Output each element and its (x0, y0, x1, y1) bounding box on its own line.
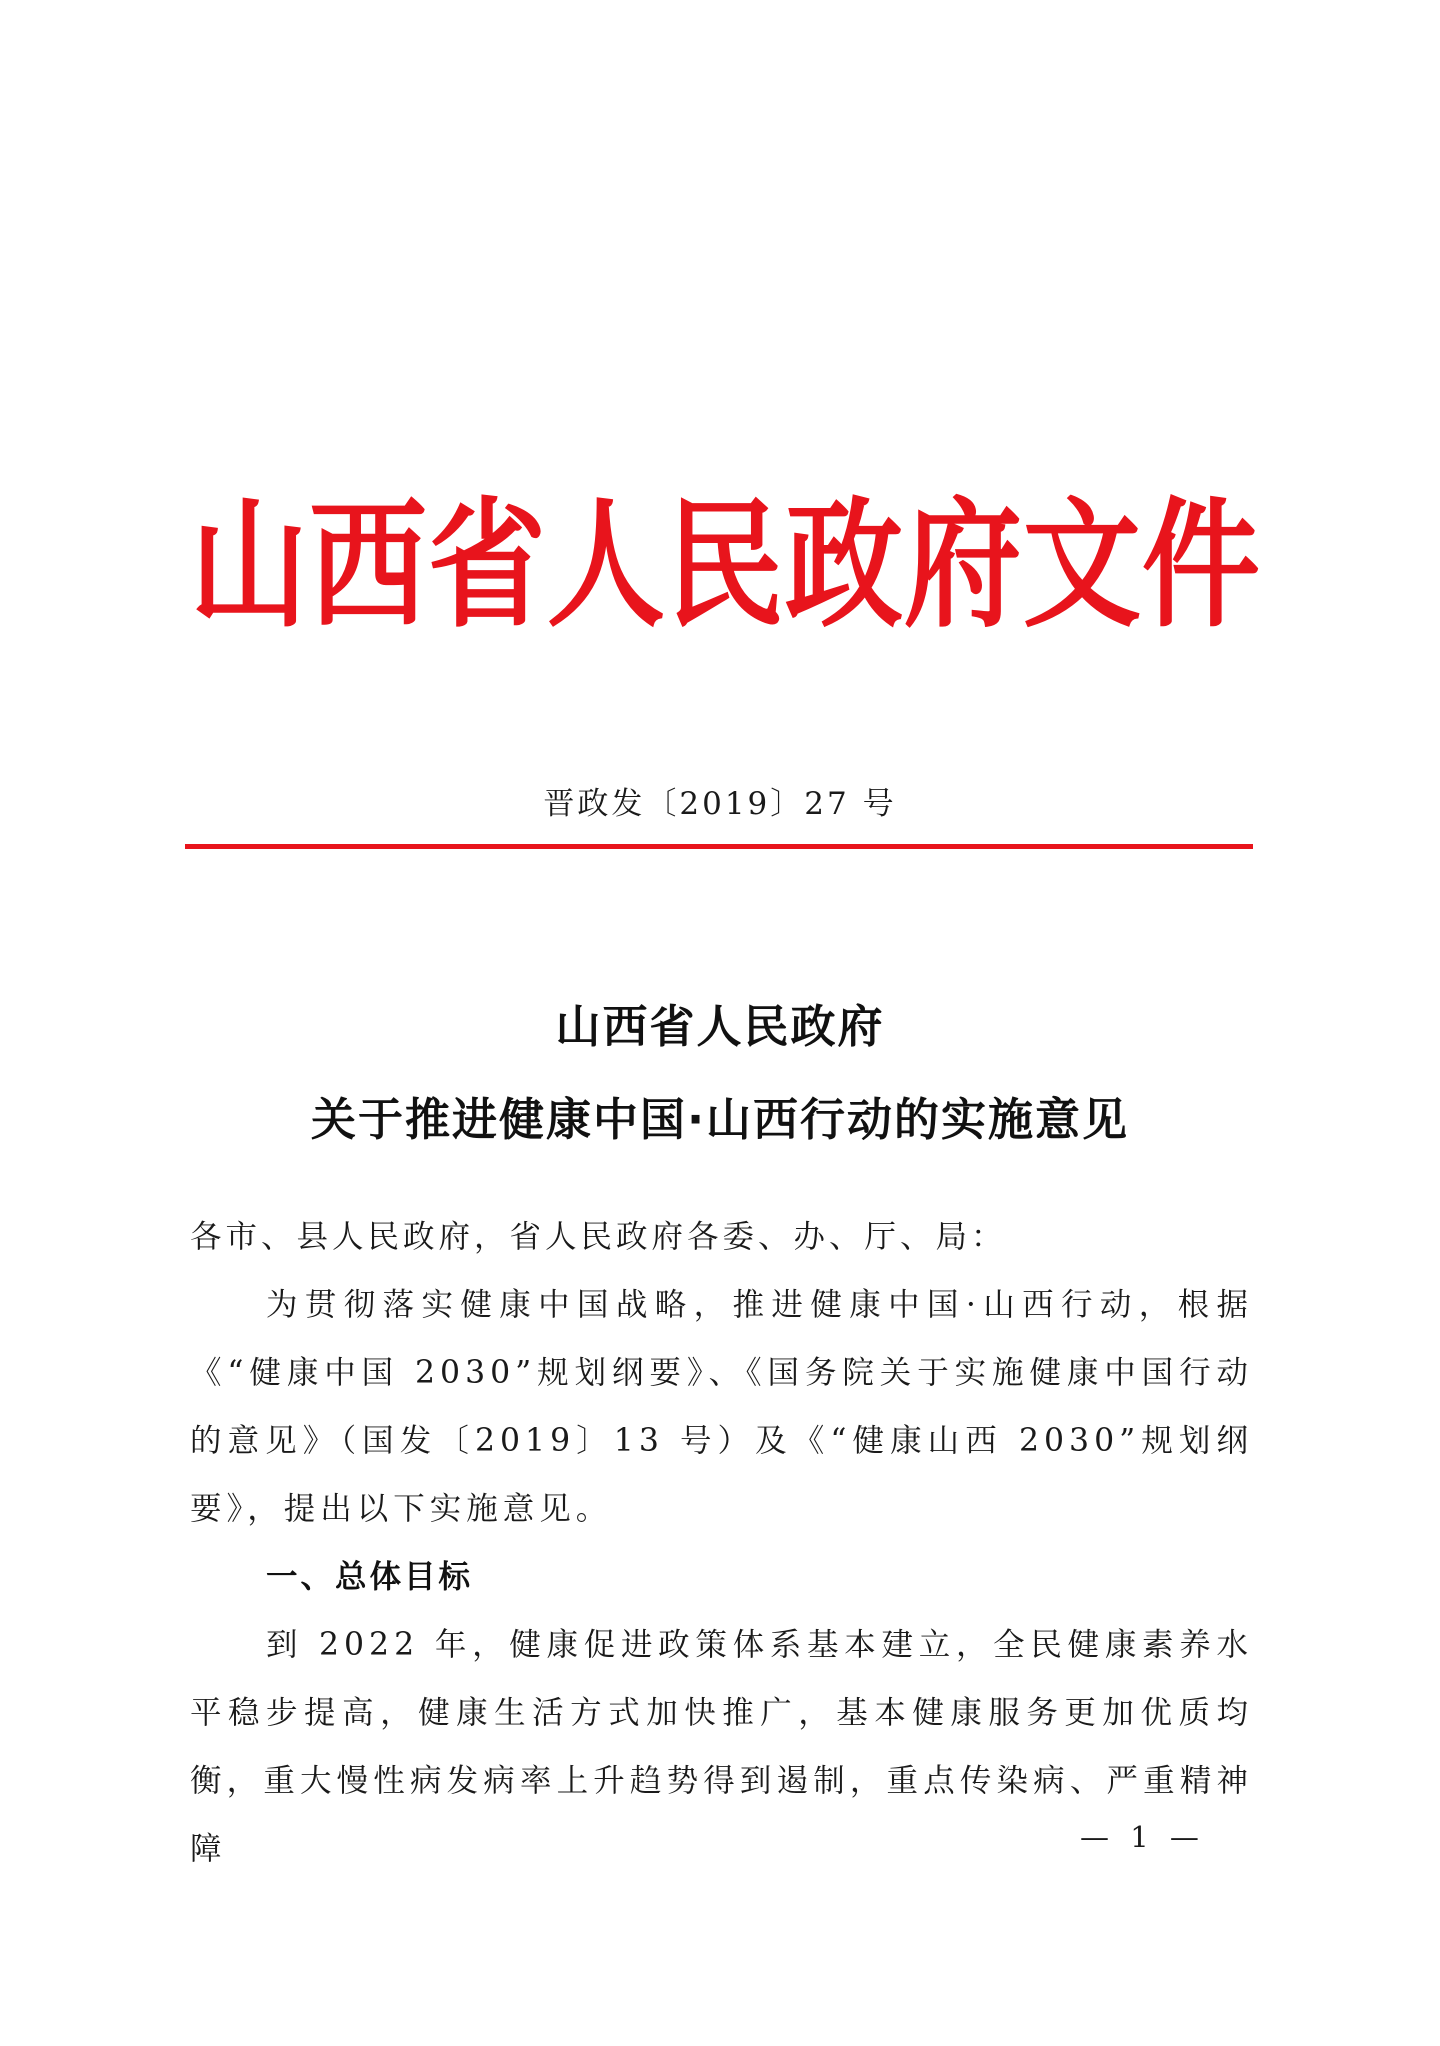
masthead-char: 民 (665, 482, 784, 647)
document-title-line-1: 山西省人民政府 (555, 1000, 885, 1053)
salutation: 各市、县人民政府，省人民政府各委、办、厅、局： (190, 1219, 1007, 1255)
masthead-char: 省 (427, 482, 546, 647)
section-heading: 一、总体目标 (266, 1559, 474, 1595)
masthead-char: 文 (1022, 482, 1141, 647)
paragraph-intro: 为贯彻落实健康中国战略，推进健康中国·山西行动，根据《“健康中国 2030”规划纲要》、《国务院关于实施健康中国行动的意见》（国发〔2019〕13 号）及《“健康山西 2030”规划纲要》，提出以下实施意见。 (190, 1287, 1253, 1527)
masthead-char: 人 (546, 482, 665, 647)
document-title-line-2: 关于推进健康中国·山西行动的实施意见 (310, 1093, 1130, 1146)
masthead-title (190, 482, 1260, 647)
masthead-char: 件 (1141, 482, 1260, 647)
red-separator-line (185, 844, 1253, 849)
masthead-char: 西 (308, 482, 427, 647)
document-number: 晋政发〔2019〕27 号 (543, 786, 897, 822)
masthead-char: 山 (190, 482, 309, 647)
page-number: — 1 — (1080, 1820, 1205, 1854)
paragraph-goals: 到 2022 年，健康促进政策体系基本建立，全民健康素养水平稳步提高，健康生活方式加快推广，基本健康服务更加优质均衡，重大慢性病发病率上升趋势得到遏制，重点传染病、严重精神障 (190, 1627, 1253, 1867)
masthead-char: 政 (784, 482, 903, 647)
masthead-char: 府 (903, 482, 1022, 647)
